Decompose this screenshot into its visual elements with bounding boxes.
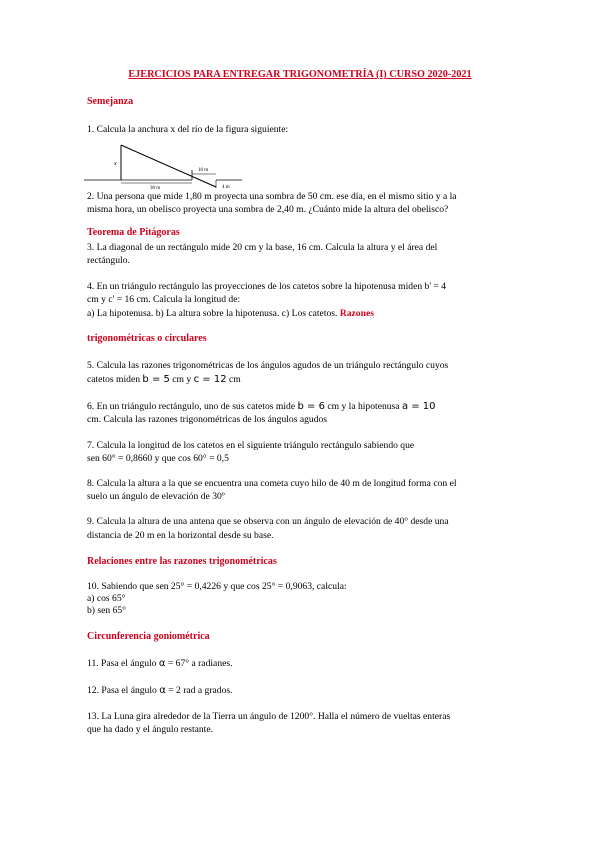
exercise-3-line-2: rectángulo. xyxy=(87,255,130,266)
exercise-5-text-c: cm xyxy=(226,374,241,385)
equation-b-5: b = 5 xyxy=(142,374,170,385)
heading-razones-part-2: trigonométricas o circulares xyxy=(87,333,207,344)
alpha-symbol: α xyxy=(159,685,166,696)
exercise-10-option-a: a) cos 65° xyxy=(87,593,126,604)
exercise-7-line-2: sen 60° = 0,8660 y que cos 60° = 0,5 xyxy=(87,453,229,464)
equation-b-6: b = 6 xyxy=(297,401,325,412)
alpha-symbol: α xyxy=(158,658,166,669)
exercise-2-line-2: misma hora, un obelisco proyecta una sombra de 2,40 m. ¿Cuánto mide la altura del obelisco? xyxy=(87,204,449,215)
equation-c-12: c = 12 xyxy=(193,374,227,385)
label-30m: 30 m xyxy=(150,186,161,189)
exercise-13-line-1: 13. La Luna gira alrededor de la Tierra un ángulo de 1200°. Halla el número de vueltas enteras xyxy=(87,711,451,722)
heading-semejanza: Semejanza xyxy=(87,96,134,107)
exercise-1: 1. Calcula la anchura x del río de la figura siguiente: xyxy=(87,124,289,135)
exercise-12 xyxy=(87,685,233,697)
exercise-3-line-1: 3. La diagonal de un rectángulo mide 20 cm y la base, 16 cm. Calcula la altura y el área del xyxy=(87,242,438,253)
exercise-5-line-1: 5. Calcula las razones trigonométricas de los ángulos agudos de un triángulo rectángulo cuyos xyxy=(87,360,449,371)
exercise-12-text-a: 12. Pasa el ángulo xyxy=(87,685,160,696)
exercise-10-option-b: b) sen 65° xyxy=(87,605,127,616)
heading-relaciones: Relaciones entre las razones trigonométricas xyxy=(87,556,277,567)
exercise-2-line-1: 2. Una persona que mide 1,80 m proyecta una sombra de 50 cm. ese día, en el mismo sitio y a la xyxy=(87,191,457,202)
exercise-4-line-1: 4. En un triángulo rectángulo las proyecciones de los catetos sobre la hipotenusa miden b' = 4 xyxy=(87,281,447,292)
label-x: x xyxy=(114,161,117,167)
exercise-4-line-3-text: a) La hipotenusa. b) La altura sobre la hipotenusa. c) Los catetos. xyxy=(87,308,338,319)
exercise-6-text-a: 6. En un triángulo rectángulo, uno de sus catetos mide xyxy=(87,401,298,412)
exercise-6-line-1 xyxy=(87,401,436,413)
equation-a-10: a = 10 xyxy=(401,401,436,412)
exercise-6-text-b: cm y la hipotenusa xyxy=(324,401,402,412)
exercise-4-line-2: cm y c' = 16 cm. Calcula la longitud de: xyxy=(87,294,241,305)
exercise-10-line-1: 10. Sabiendo que sen 25° = 0,4226 y que cos 25° = 0,9063, calcula: xyxy=(87,581,347,592)
exercise-13-line-2: que ha dado y el ángulo restante. xyxy=(87,724,214,735)
sight-line xyxy=(121,145,216,187)
river-figure xyxy=(84,143,244,189)
exercise-12-text-b: = 2 rad a grados. xyxy=(165,685,233,696)
exercise-11 xyxy=(87,658,233,670)
exercise-11-text-b: = 67° a radianes. xyxy=(165,658,233,669)
exercise-5-line-2 xyxy=(87,374,241,386)
exercise-9-line-2: distancia de 20 m en la horizontal desde su base. xyxy=(87,530,274,541)
heading-circunferencia: Circunferencia goniométrica xyxy=(87,631,210,642)
exercise-4-line-3 xyxy=(87,308,374,320)
heading-razones-part-1: Razones xyxy=(339,308,374,319)
label-4m: 4 m xyxy=(222,185,230,189)
exercise-8-line-1: 8. Calcula la altura a la que se encuentra una cometa cuyo hilo de 40 m de longitud forma con el xyxy=(87,478,457,489)
exercise-9-line-1: 9. Calcula la altura de una antena que se observa con un ángulo de elevación de 40° desde una xyxy=(87,516,449,527)
document-title: EJERCICIOS PARA ENTREGAR TRIGONOMETRÍA (I) CURSO 2020-2021 xyxy=(128,69,472,80)
heading-pitagoras: Teorema de Pitágoras xyxy=(87,227,180,238)
exercise-11-text-a: 11. Pasa el ángulo xyxy=(87,658,159,669)
label-10m: 10 m xyxy=(198,168,209,173)
exercise-6-line-2: cm. Calcula las razones trigonométricas de los ángulos agudos xyxy=(87,414,328,425)
exercise-7-line-1: 7. Calcula la longitud de los catetos en el siguiente triángulo rectángulo sabiendo que xyxy=(87,440,415,451)
exercise-8-line-2: suelo un ángulo de elevación de 30º xyxy=(87,491,225,502)
exercise-5-text-a: catetos miden xyxy=(87,374,143,385)
exercise-5-text-b: cm y xyxy=(169,374,194,385)
